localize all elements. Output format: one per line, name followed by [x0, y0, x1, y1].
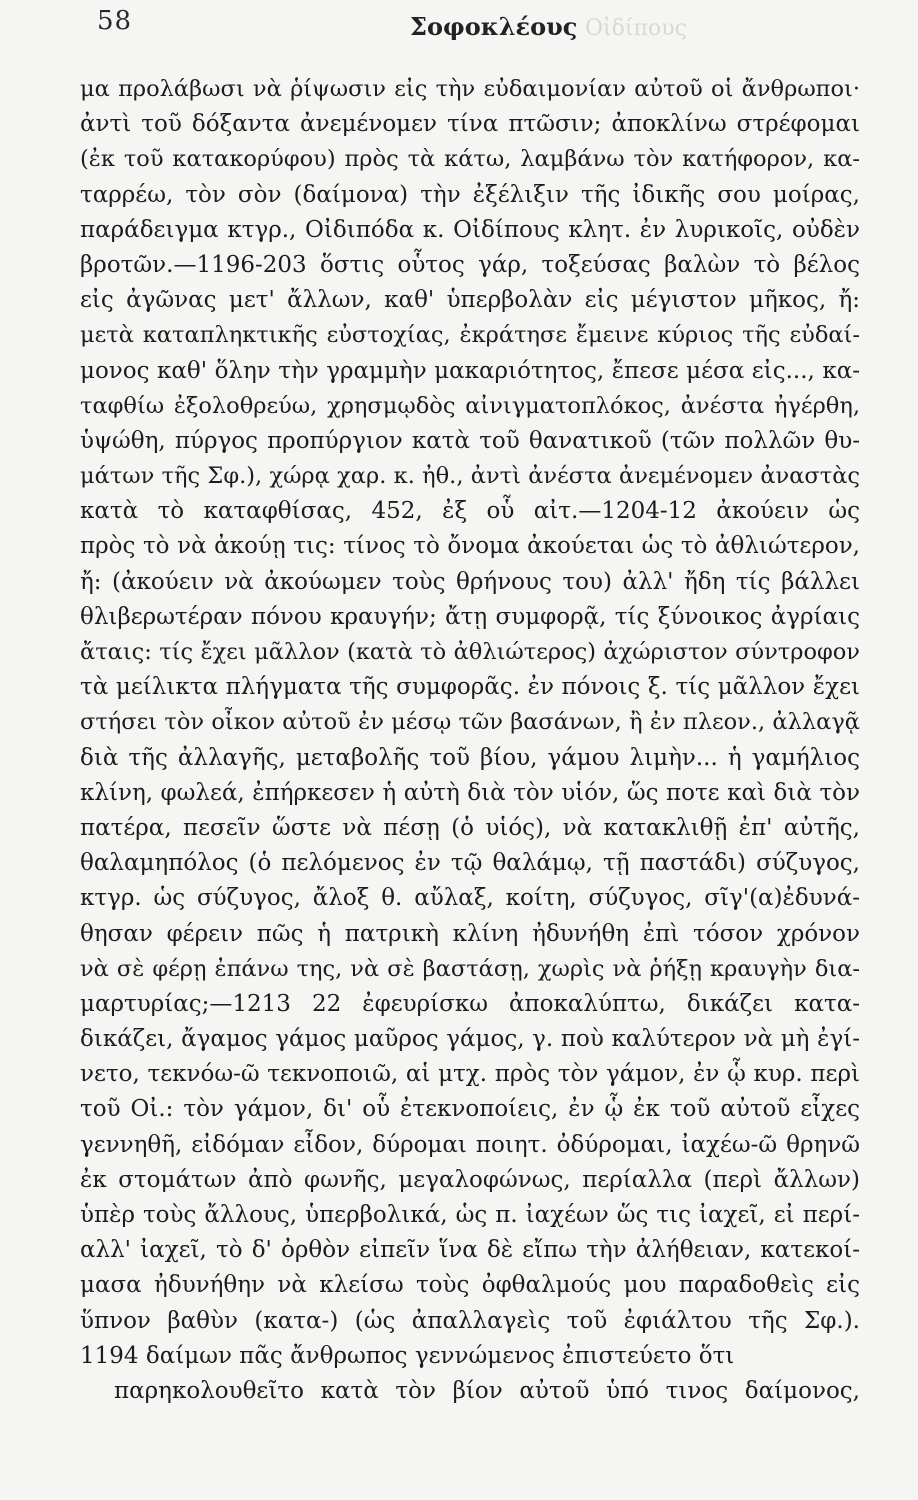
text-line: ὕπνον βαθὺν (κατα-) (ὡς ἀπαλλαγεὶς τοῦ ἐφιάλτου τῆς Σφ.).	[80, 1307, 860, 1334]
text-line: ἀντὶ τοῦ δόξαντα ἀνεμένομεν τίνα πτῶσιν; ἀποκλίνω στρέφομαι	[80, 111, 860, 138]
text-line: (ἐκ τοῦ κατακορύφου) πρὸς τὰ κάτω, λαμβάνω τὸν κατήφορον, κα-	[80, 146, 860, 173]
text-line: διὰ τῆς ἀλλαγῆς, μεταβολῆς τοῦ βίου, γάμου λιμὴν... ἡ γαμήλιος	[80, 744, 860, 771]
text-line: μασα ἠδυνήθην νὰ κλείσω τοὺς ὀφθαλμούς μου παραδοθεὶς εἰς	[80, 1272, 860, 1299]
text-line: μονος καθ' ὅλην τὴν γραμμὴν μακαριότητος, ἔπεσε μέσα εἰς..., κα-	[80, 357, 860, 384]
commentary-text	[80, 72, 860, 1409]
text-line: παράδειγμα κτγρ., Οἰδιπόδα κ. Οἰδίπους κλητ. ἐν λυρικοῖς, οὐδὲν	[80, 216, 860, 243]
text-line: ἤ: (ἀκούειν νὰ ἀκούωμεν τοὺς θρήνους του) ἀλλ' ἤδη τίς βάλλει	[80, 568, 860, 595]
text-line: δικάζει, ἄγαμος γάμος μαῦρος γάμος, γ. ποὺ καλύτερον νὰ μὴ ἐγί-	[80, 1026, 860, 1053]
text-line: κλίνη, φωλεά, ἐπήρκεσεν ἡ αὐτὴ διὰ τὸν υἱόν, ὥς ποτε καὶ διὰ τὸν	[80, 779, 860, 806]
text-line: ταρρέω, τὸν σὸν (δαίμονα) τὴν ἐξέλιξιν τῆς ἰδικῆς σου μοίρας,	[80, 181, 860, 208]
text-line: μάτων τῆς Σφ.), χώρᾳ χαρ. κ. ἠθ., ἀντὶ ἀνέστα ἀνεμένομεν ἀναστὰς	[80, 463, 860, 490]
text-line: θλιβερωτέραν πόνου κραυγήν; ἄτῃ συμφορᾷ, τίς ξύνοικος ἀγρίαις	[80, 603, 860, 630]
text-line: ταφθίω ἐξολοθρεύω, χρησμῳδὸς αἰνιγματοπλόκος, ἀνέστα ἠγέρθη,	[80, 392, 860, 419]
text-line: θαλαμηπόλος (ὁ πελόμενος ἐν τῷ θαλάμῳ, τῇ παστάδι) σύζυγος,	[80, 850, 860, 877]
text-line: μαρτυρίας;—1213 22 ἐφευρίσκω ἀποκαλύπτω, δικάζει κατα-	[80, 990, 860, 1017]
text-line: τὰ μείλικτα πλήγματα τῆς συμφορᾶς. ἐν πόνοις ξ. τίς μᾶλλον ἔχει	[80, 674, 860, 701]
text-line: ὑψώθη, πύργος προπύργιον κατὰ τοῦ θανατικοῦ (τῶν πολλῶν θυ-	[80, 427, 860, 454]
text-line: γεννηθῆ, εἰδόμαν εἶδον, δύρομαι ποιητ. ὀδύρομαι, ἰαχέω-ῶ θρηνῶ	[80, 1131, 860, 1158]
text-line: πρὸς τὸ νὰ ἀκούῃ τις: τίνος τὸ ὄνομα ἀκούεται ὡς τὸ ἀθλιώτερον,	[80, 533, 860, 560]
text-line: μετὰ καταπληκτικῆς εὐστοχίας, ἐκράτησε ἔμεινε κύριος τῆς εὐδαί-	[80, 322, 860, 349]
text-line: κατὰ τὸ καταφθίσας, 452, ἐξ οὗ αἰτ.—1204-12 ἀκούειν ὡς	[80, 498, 860, 525]
show-through-heading: Οἰδίπους	[585, 16, 687, 41]
page-number: 58	[97, 6, 133, 36]
text-line: ἄταις: τίς ἔχει μᾶλλον (κατὰ τὸ ἀθλιώτερος) ἀχώριστον σύντροφον	[80, 639, 860, 665]
text-line: τοῦ Οἰ.: τὸν γάμον, δι' οὗ ἐτεκνοποίεις, ἐν ᾧ ἐκ τοῦ αὐτοῦ εἶχες	[80, 1096, 860, 1123]
text-line: νὰ σὲ φέρῃ ἐπάνω της, νὰ σὲ βαστάσῃ, χωρὶς νὰ ῥήξῃ κραυγὴν δια-	[80, 955, 860, 982]
text-line: βροτῶν.—1196-203 ὅστις οὗτος γάρ, τοξεύσας βαλὼν τὸ βέλος	[80, 251, 860, 278]
text-line: εἰς ἀγῶνας μετ' ἄλλων, καθ' ὑπερβολὰν εἰς μέγιστον μῆκος, ἤ:	[80, 287, 860, 314]
text-line: στήσει τὸν οἶκον αὐτοῦ ἐν μέσῳ τῶν βασάνων, ἢ ἐν πλεον., ἀλλαγᾷ	[80, 709, 860, 736]
text-line: 1194 δαίμων πᾶς ἄνθρωπος γεννώμενος ἐπιστεύετο ὅτι	[80, 1342, 735, 1369]
text-line: θησαν φέρειν πῶς ἡ πατρικὴ κλίνη ἠδυνήθη ἐπὶ τόσον χρόνον	[80, 920, 860, 947]
text-line: αλλ' ἰαχεῖ, τὸ δ' ὀρθὸν εἰπεῖν ἵνα δὲ εἴπω τὴν ἀλήθειαν, κατεκοί-	[80, 1237, 860, 1264]
text-line: πατέρα, πεσεῖν ὥστε νὰ πέσῃ (ὁ υἱός), νὰ κατακλιθῇ ἐπ' αὐτῆς,	[80, 814, 860, 841]
text-line: κτγρ. ὡς σύζυγος, ἄλοξ θ. αὔλαξ, κοίτη, σύζυγος, σῖγ'(α)ἐδυνά-	[80, 885, 860, 912]
text-line: νετο, τεκνόω-ῶ τεκνοποιῶ, αἱ μτχ. πρὸς τὸν γάμον, ἐν ᾧ κυρ. περὶ	[80, 1061, 860, 1088]
running-head: Σοφοκλέους	[410, 12, 578, 41]
page-header	[0, 4, 918, 44]
text-line: παρηκολουθεῖτο κατὰ τὸν βίον αὐτοῦ ὑπό τινος δαίμονος,	[114, 1377, 860, 1404]
text-line: ἐκ στομάτων ἀπὸ φωνῆς, μεγαλοφώνως, περίαλλα (περὶ ἄλλων)	[80, 1166, 860, 1193]
text-line: μα προλάβωσι νὰ ῥίψωσιν εἰς τὴν εὐδαιμονίαν αὐτοῦ οἱ ἄνθρωποι·	[80, 76, 860, 102]
text-line: ὑπὲρ τοὺς ἄλλους, ὑπερβολικά, ὡς π. ἰαχέων ὥς τις ἰαχεῖ, εἰ περί-	[80, 1202, 860, 1228]
